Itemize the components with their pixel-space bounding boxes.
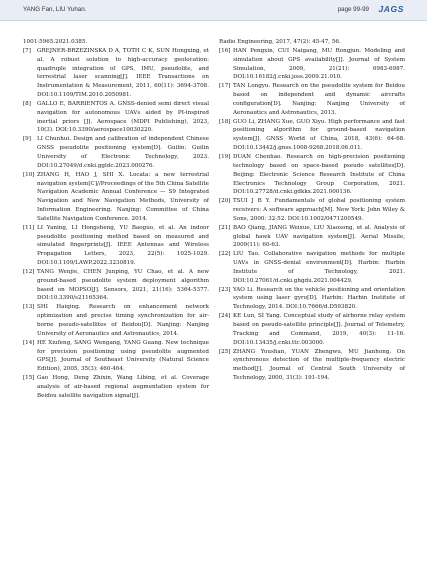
reference-text: GUO Li, ZHANG Xue, GUO Xiyu. High performance and fast positioning algorithm for ground-based navigation system[J]. GNSS World of China, 2018, 43(6): 64-68. DOI:10.13442/j.gnss.1008-9268.2018.06.011. (233, 118, 405, 152)
reference-entry (23, 47, 209, 100)
reference-text: TSUI J B Y. Fundamentals of global positioning system receivers: A software approach[M]. New York: John Wiley & Sons, 2000: 32-52. DOI:10.1002/0471200549. (233, 198, 405, 222)
reference-number: [22] (219, 251, 231, 258)
header-page-range: page 99-99 (337, 6, 369, 13)
reference-text: TANG Wenjie, CHEN Junping, YU Chao, et al. A new ground-based pseudolite system deployment algorithm based on MOPSO[J]. Sensors, 2021, 21(16): 5364-5377. DOI:10.3390/s21165364. (37, 268, 209, 302)
reference-text: BAO Qiang, JIANG Weixue, LIU Xiaosong, et al. Analysis of global hawk UAV navigation system[J]. Aerial Missile, 2009(11): 60-63. (233, 224, 405, 249)
reference-number: [18] (219, 118, 231, 125)
reference-text: ZHANG Youshan, YUAN Zhengwu, MU Jianhong. On synchronous detection of the multiple-frequency electric method[J]. Journal of Central South University of Technology, 2000, 31(3): 191-194. (233, 348, 405, 382)
reference-entry (219, 197, 405, 224)
reference-number: [7] (23, 47, 31, 54)
reference-text: GREJNER-BRZEZINSKA D A, TOTH C K, SUN Hongxing, et al. A robust solution to high-accuracy geolocation: quadruple integration of GPS, IMU, pseudolite, and terrestrial laser scanning[J]. IEEE Transactions on Instrumentation & Measurement, 2011, 60(11): 3694-3708. DOI:10.1109/TIM.2010.2050981. (37, 47, 209, 99)
reference-number: [23] (219, 286, 231, 293)
reference-number: [12] (23, 268, 35, 275)
reference-entry (219, 153, 405, 197)
reference-text: SHI Haiqing. Research on enhancement network optimization and precise timing synchronization for air-borne pseudo-satellites of Beidou[D]. Nanjing: Nanjing University of Aeronautics and Astronautics, 2014. (37, 304, 209, 337)
reference-entry (23, 171, 209, 224)
reference-number: [16] (219, 47, 231, 54)
reference-number: [19] (219, 153, 231, 160)
reference-entry (219, 250, 405, 285)
reference-entry (23, 303, 209, 338)
reference-number: [17] (219, 83, 231, 90)
reference-text: DUAN Chenhao. Research on high-precision positioning technology based on space-based pseudo satellites[D]. Beijing: Electronic Science Research Institute of China Electronics Technology Group Corporation, 2021. DOI:10.27728/d.cnki.gdkkx.2021.000136. (233, 153, 405, 196)
reference-text: KE Lun, SI Yang. Conceptual study of airborne relay system based on pseudo-satellite principle[J]. Journal of Telemetry, Tracking and Command, 2019, 40(3): 11-16. DOI:10.13435/j.cnki.ttc.003000. (233, 313, 405, 346)
references-right-column (219, 38, 405, 383)
reference-continuation: 1001-5965.2021.0385. (23, 39, 88, 45)
reference-text: LI Chunhui. Design and calibration of independent Chinese GNSS pseudolite positioning system[D]. Guilin: Guilin University of Electronic Technology, 2023. DOI:10.27049/d.cnki.ggldc.2023.000276. (37, 136, 209, 169)
reference-entry (23, 339, 209, 374)
reference-entry (219, 312, 405, 347)
reference-entry (23, 100, 209, 135)
reference-text: LI Yaning, LI Hongsheng, YU Baoguo, et al. An indoor pseudolite positioning method based on measured and simulated fingerprints[J]. IEEE Antennas and Wireless Propagation Letters, 2023, 22(5): 1025-1029. DOI:10.1109/LAWP.2022.3230819. (37, 224, 209, 267)
reference-text: GALLO E, BARRIENTOS A. GNSS-denied semi direct visual navigation for autonomous UAVs aided by PI-inspired inertial priors [J]. Aerospace (MDPI Publishing), 2023, 10(3). DOI:10.3390/aerospace10030220. (37, 100, 209, 134)
references-left-column (23, 38, 209, 401)
reference-number: [24] (219, 313, 231, 320)
reference-text: TAN Longyu. Research on the pseudolite system for Beidou based on independent and dynamic aircrafts configuration[D]. Nanjing: Nanjing University of Aeronautics and Astronautics, 2013. (233, 83, 405, 116)
reference-continuation: Radio Engineering, 2017, 47(2): 45-47, 56. (219, 39, 341, 45)
header-authors: YANG Fan, LIU Yuhan. (23, 6, 87, 13)
reference-entry (23, 374, 209, 401)
reference-number: [10] (23, 171, 35, 178)
reference-number: [11] (23, 224, 35, 231)
reference-list-right (219, 47, 405, 383)
reference-number: [13] (23, 304, 35, 311)
reference-number: [25] (219, 348, 231, 355)
reference-number: [8] (23, 100, 31, 107)
reference-entry (23, 135, 209, 170)
reference-entry (219, 286, 405, 313)
reference-entry (23, 224, 209, 268)
reference-entry (219, 224, 405, 251)
reference-number: [20] (219, 198, 231, 205)
reference-text: ZHANG H, HAO J, SHI X. Locata: a new terrestrial navigation system[C]//Proceedings of the 5th China Satellite Navigation Academic Annual Conference — S9 Integrated Navigation and New Navigation Methods, University of Information Engineering. Nanjing: Committee of China Satellite Navigation Conference. 2014. (37, 171, 209, 222)
reference-number: [21] (219, 224, 231, 231)
reference-entry (219, 348, 405, 383)
journal-logo: JAGS (378, 4, 404, 14)
reference-text: Gao Hong, Deng Zhixin, Wang Libing, et al. Coverage analysis of air-based regional augmentation system for Beidou satellite navigation signal[J]. (37, 375, 209, 399)
reference-entry (219, 118, 405, 153)
reference-text: LIU Tao. Collaborative navigation methods for multiple UAVs in GNSS-denial environment[D]. Harbin: Harbin Institute of Technology, 2021. DOI:10.27061/d.cnki.ghgdu.2021.004429. (233, 251, 405, 284)
reference-entry (219, 47, 405, 82)
reference-number: [9] (23, 136, 31, 143)
reference-entry (23, 268, 209, 303)
reference-number: [15] (23, 375, 35, 382)
reference-text: HAN Pengxin, CUI Naigang, MU Rongjun. Modeling and simulation about GPS availability[J]. Journal of System Simulation, 2009, 21(21): 6983-6987. DOI:10.16182/j.cnki.joss.2009.21.010. (233, 47, 405, 81)
reference-entry (219, 82, 405, 117)
reference-text: HE Xiufeng, SANG Wengang, YANG Guang. New technique for precision positioning using pseudolite augmented GPS[J]. Journal of Southeast University (Natural Science Edition), 2005, 35(3): 460-464. (37, 339, 209, 373)
page-header (0, 0, 427, 21)
reference-text: YAO Li. Research on the vehicle positioning and orientation system using laser gyro[D]. Harbin: Harbin Institute of Technology, 2014. DOI:10.7666/d.D593820. (233, 286, 405, 311)
reference-list-left (23, 47, 209, 401)
reference-number: [14] (23, 339, 35, 346)
